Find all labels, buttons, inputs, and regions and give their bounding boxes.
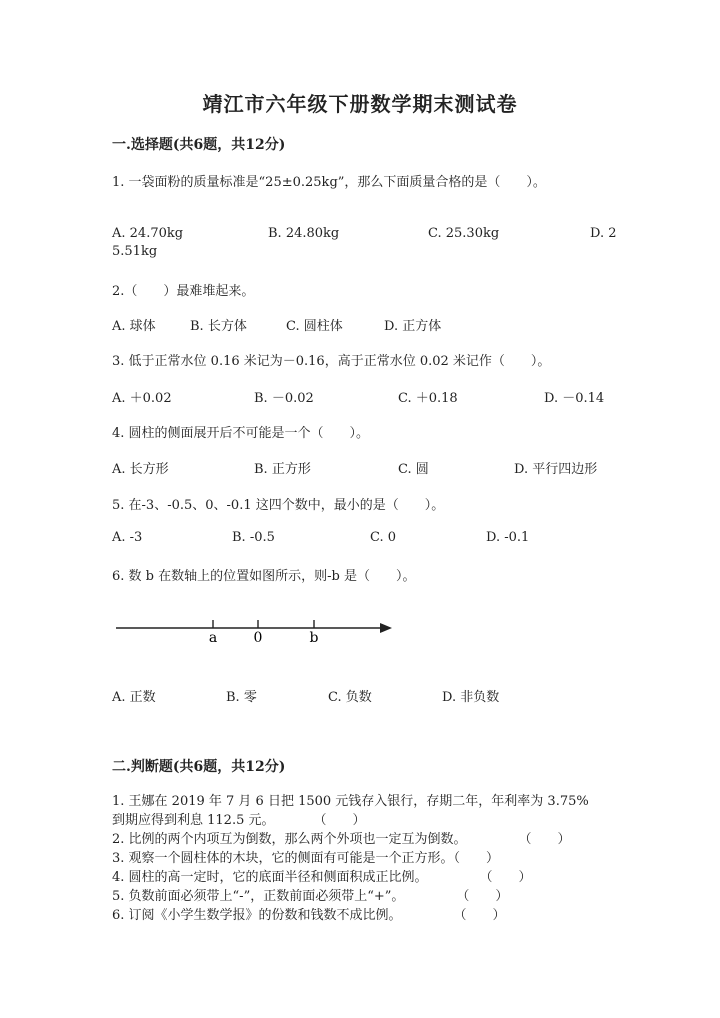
option-c: C. 圆柱体 [286, 319, 343, 334]
option-a: A. 24.70kg [112, 226, 184, 241]
option-d: D. －0.14 [544, 391, 605, 406]
option-b: B. 零 [226, 690, 257, 705]
option-a: A. 长方形 [112, 462, 169, 477]
question-stem: 1. 一袋面粉的质量标准是“25±0.25kg”，那么下面质量合格的是（ ）。 [112, 175, 546, 190]
page-title: 靖江市六年级下册数学期末测试卷 [202, 92, 518, 116]
judgement-line: 4. 圆柱的高一定时，它的底面半径和侧面积成正比例。 （ ） [112, 870, 532, 885]
option-d: D. -0.1 [486, 530, 530, 545]
judgement-line: 2. 比例的两个内项互为倒数，那么两个外项也一定互为倒数。 （ ） [112, 832, 571, 847]
section-heading-choice: 一.选择题(共6题，共12分) [112, 137, 286, 153]
judgement-line: 5. 负数前面必须带上“-”，正数前面必须带上“+”。 （ ） [112, 889, 509, 904]
option-c: C. 负数 [328, 690, 372, 705]
option-c: C. 25.30kg [428, 226, 500, 241]
question-stem: 2.（ ）最难堆起来。 [112, 284, 255, 299]
option-c: C. ＋0.18 [398, 391, 458, 406]
option-d: D. 非负数 [442, 690, 500, 705]
option-b: B. 长方体 [190, 319, 247, 334]
question-stem: 5. 在-3、-0.5、0、-0.1 这四个数中，最小的是（ ）。 [112, 498, 445, 513]
label-zero: 0 [253, 630, 263, 646]
option-b: B. 24.80kg [268, 226, 340, 241]
option-d-continued: 5.51kg [112, 244, 158, 259]
question-stem: 6. 数 b 在数轴上的位置如图所示，则-b 是（ ）。 [112, 569, 416, 584]
option-d: D. 2 [590, 226, 617, 241]
option-a: A. -3 [112, 530, 143, 545]
label-a: a [208, 630, 218, 646]
option-c: C. 圆 [398, 462, 429, 477]
option-d: D. 正方体 [384, 319, 442, 334]
number-line-arrow [380, 623, 392, 633]
number-line-figure [112, 610, 402, 650]
section-heading-judgement: 二.判断题(共6题，共12分) [112, 759, 286, 775]
option-b: B. －0.02 [254, 391, 314, 406]
option-a: A. 正数 [112, 690, 156, 705]
question-stem: 4. 圆柱的侧面展开后不可能是一个（ ）。 [112, 426, 370, 441]
option-c: C. 0 [370, 530, 397, 545]
label-b: b [309, 630, 319, 646]
option-b: B. -0.5 [232, 530, 275, 545]
judgement-line: 1. 王娜在 2019 年 7 月 6 日把 1500 元钱存入银行，存期二年，年利率为 3.75% [112, 794, 589, 809]
option-b: B. 正方形 [254, 462, 311, 477]
judgement-line: 到期应得到利息 112.5 元。 （ ） [112, 813, 366, 828]
judgement-line: 6. 订阅《小学生数学报》的份数和钱数不成比例。 （ ） [112, 908, 506, 923]
option-d: D. 平行四边形 [514, 462, 598, 477]
option-a: A. ＋0.02 [112, 391, 172, 406]
question-stem: 3. 低于正常水位 0.16 米记为－0.16，高于正常水位 0.02 米记作（ ）。 [112, 354, 551, 369]
option-a: A. 球体 [112, 319, 156, 334]
judgement-line: 3. 观察一个圆柱体的木块，它的侧面有可能是一个正方形。（ ） [112, 851, 500, 866]
